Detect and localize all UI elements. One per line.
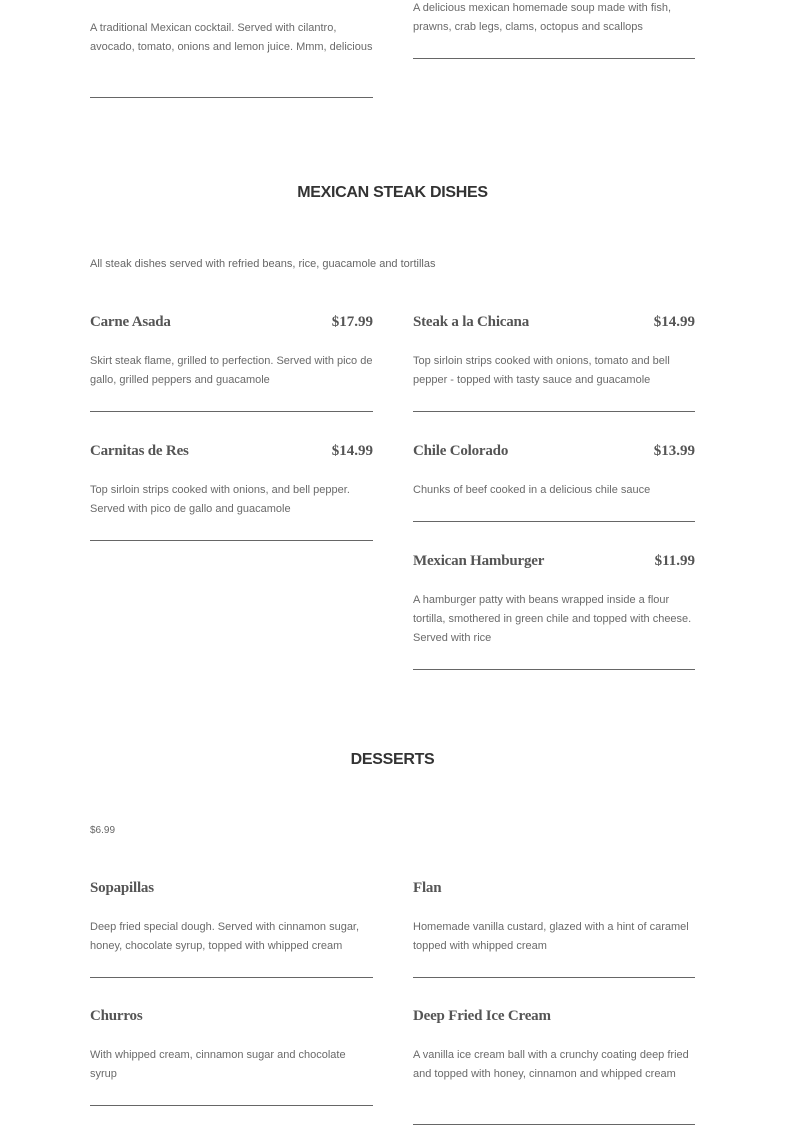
- divider: [90, 977, 373, 978]
- menu-item-name: Mexican Hamburger: [413, 553, 545, 569]
- divider: [413, 977, 695, 978]
- menu-item-price: $11.99: [654, 553, 695, 569]
- divider: [413, 1124, 695, 1125]
- menu-item-description: Homemade vanilla custard, glazed with a hint of caramel topped with whipped cream: [413, 921, 689, 952]
- cocktail-description: A traditional Mexican cocktail. Served with cilantro, avocado, tomato, onions and lemon juice. Mmm, delicious: [90, 22, 373, 53]
- menu-item-description: A hamburger patty with beans wrapped inside a flour tortilla, smothered in green chile and topped with cheese. Served with rice: [413, 594, 692, 644]
- menu-item-description: Chunks of beef cooked in a delicious chile sauce: [413, 484, 651, 496]
- menu-item-name: Carne Asada: [90, 314, 171, 330]
- menu-item-description: Top sirloin strips cooked with onions, tomato and bell pepper - topped with tasty sauce and guacamole: [413, 355, 670, 386]
- divider: [90, 411, 373, 412]
- menu-item-name: Chile Colorado: [413, 443, 509, 459]
- menu-item-description: Skirt steak flame, grilled to perfection. Served with pico de gallo, grilled peppers and guacamole: [90, 355, 373, 386]
- soup-description: A delicious mexican homemade soup made with fish, prawns, crab legs, clams, octopus and scallops: [413, 2, 672, 33]
- menu-item-name: Deep Fried Ice Cream: [413, 1008, 551, 1024]
- desserts-price-note: $6.99: [90, 825, 116, 836]
- menu-item-description: A vanilla ice cream ball with a crunchy coating deep fried and topped with honey, cinnamon and whipped cream: [413, 1049, 689, 1080]
- menu-item-name: Churros: [90, 1008, 143, 1024]
- divider: [90, 1105, 373, 1106]
- desserts-section-title: DESSERTS: [350, 751, 435, 768]
- divider: [90, 540, 373, 541]
- menu-item-description: Top sirloin strips cooked with onions, and bell pepper. Served with pico de gallo and guacamole: [90, 484, 350, 515]
- divider: [413, 411, 695, 412]
- menu-item-name: Sopapillas: [90, 880, 154, 896]
- divider: [413, 521, 695, 522]
- divider: [90, 97, 373, 98]
- menu-item-price: $13.99: [653, 443, 695, 459]
- menu-item-description: Deep fried special dough. Served with cinnamon sugar, honey, chocolate syrup, topped with whipped cream: [90, 921, 360, 952]
- steak-section-title: MEXICAN STEAK DISHES: [297, 184, 488, 201]
- menu-item-price: $14.99: [653, 314, 695, 330]
- menu-item-name: Steak a la Chicana: [413, 314, 529, 330]
- steak-section-note: All steak dishes served with refried beans, rice, guacamole and tortillas: [90, 258, 436, 270]
- menu-item-price: $14.99: [331, 443, 373, 459]
- divider: [413, 58, 695, 59]
- menu-item-name: Carnitas de Res: [90, 443, 189, 459]
- menu-item-price: $17.99: [331, 314, 373, 330]
- menu-item-name: Flan: [413, 880, 442, 896]
- divider: [413, 669, 695, 670]
- menu-item-description: With whipped cream, cinnamon sugar and chocolate syrup: [90, 1049, 346, 1080]
